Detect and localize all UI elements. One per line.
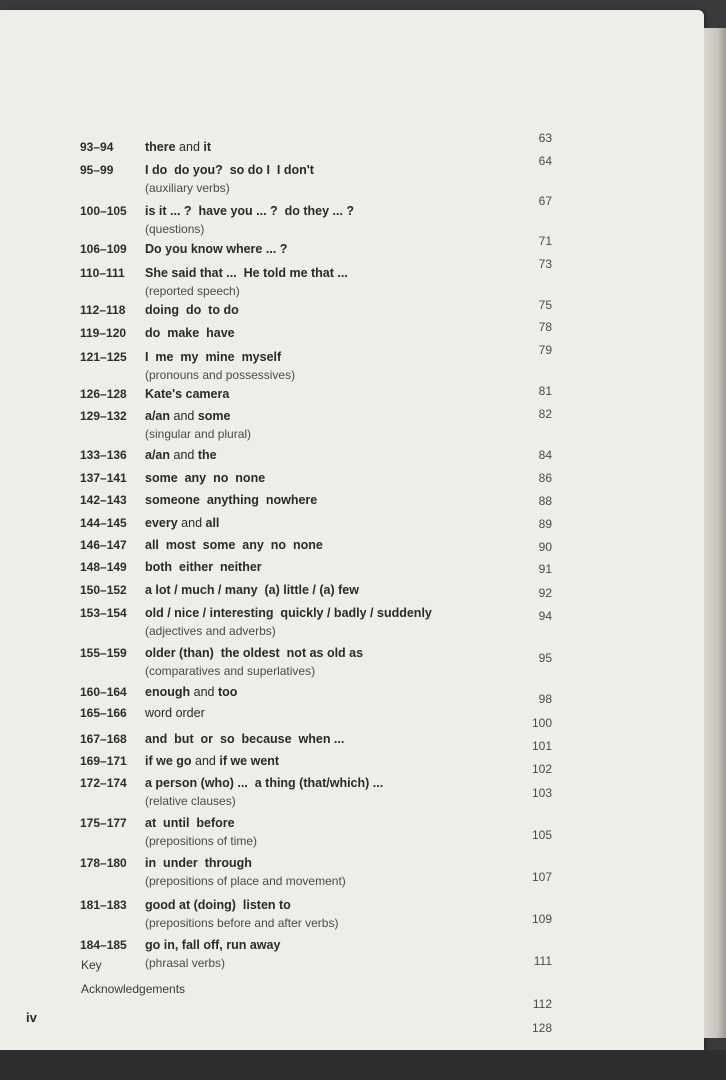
topic-title: every and all [145,516,220,530]
unit-range: 175–177 [80,816,127,830]
topic-title: go in, fall off, run away (phrasal verbs) [145,938,535,971]
page-number: 71 [538,234,552,248]
topic-title: enough and too [145,685,238,699]
topic-title: word order [145,706,205,720]
topic-title: in under through (prepositions of place and movement) [145,856,535,889]
unit-range: 126–128 [80,387,127,401]
topic-title: all most some any no none [145,538,323,552]
page-number: 73 [538,257,552,271]
unit-range: 167–168 [80,732,127,746]
book-page [0,10,704,1050]
unit-range: 129–132 [80,409,127,423]
page-number: 112 [532,997,552,1011]
topic-title: someone anything nowhere [145,493,318,507]
topic-title: a lot / much / many (a) little / (a) few [145,583,359,597]
topic-subtitle: (pronouns and possessives) [145,368,296,382]
page-number: 102 [531,762,552,776]
topic-title: if we go and if we went [145,754,280,768]
unit-range: 160–164 [80,685,127,699]
unit-range: 150–152 [80,583,127,597]
unit-range: 133–136 [80,448,127,462]
page-number: 86 [538,471,552,485]
topic-subtitle: (comparatives and superlatives) [145,664,316,678]
page-number: 107 [531,870,552,884]
page-number: 78 [538,320,552,334]
page-number: 98 [538,692,552,706]
topic-subtitle: (auxiliary verbs) [145,181,230,195]
page-number: 64 [538,154,552,168]
unit-range: 137–141 [80,471,127,485]
topic-title: a person (who) ... a thing (that/which) ... (relative clauses) [145,776,535,809]
unit-range: 142–143 [80,493,127,507]
topic-title: I me my mine myself (pronouns and possessives) [145,350,535,383]
topic-subtitle: (relative clauses) [145,794,236,808]
unit-range: 144–145 [80,516,127,530]
page-number: 109 [531,912,552,926]
topic-subtitle: (phrasal verbs) [145,956,226,970]
page-number: 105 [531,828,552,842]
topic-subtitle: (adjectives and adverbs) [145,624,276,638]
topic-title: old / nice / interesting quickly / badly / suddenly (adjectives and adverbs) [145,606,535,639]
page-number: 91 [538,562,552,576]
unit-range: 146–147 [80,538,127,552]
page-number: 79 [538,343,552,357]
unit-range: 106–109 [80,242,127,256]
topic-title: do make have [145,326,235,340]
topic-title: both either neither [145,560,262,574]
unit-range: 148–149 [80,560,127,574]
page-number: 90 [538,540,552,554]
topic-title: some any no none [145,471,266,485]
page-number: 128 [531,1021,552,1035]
unit-range: 155–159 [80,646,127,660]
page-number: 89 [538,517,552,531]
page-number: 94 [538,609,552,623]
key-entry: Key [81,958,102,972]
page-number: 88 [538,494,552,508]
page-number: 111 [533,954,552,968]
unit-range: 169–171 [80,754,127,768]
unit-range: 119–120 [80,326,127,340]
unit-range: 112–118 [80,303,126,317]
topic-title: doing do to do [145,303,239,317]
unit-range: 121–125 [80,350,127,364]
page-folio: iv [26,1010,37,1025]
unit-range: 153–154 [80,606,127,620]
page-number: 75 [538,298,552,312]
topic-title: good at (doing) listen to (prepositions before and after verbs) [145,898,535,931]
topic-subtitle: (prepositions before and after verbs) [145,916,339,930]
topic-title: at until before (prepositions of time) [145,816,535,849]
page-number: 82 [538,407,552,421]
topic-subtitle: (questions) [145,222,205,236]
unit-range: 165–166 [80,706,127,720]
page-number: 67 [538,194,552,208]
topic-title: a/an and some (singular and plural) [145,409,535,442]
unit-range: 93–94 [80,140,114,154]
unit-range: 181–183 [80,898,127,912]
page-number: 84 [538,448,552,462]
topic-title: a/an and the [145,448,217,462]
topic-title: Kate's camera [145,387,230,401]
unit-range: 100–105 [80,204,127,218]
unit-range: 172–174 [80,776,127,790]
page-stack-edge [704,28,726,1038]
page-number: 92 [538,586,552,600]
page-number: 95 [538,651,552,665]
topic-title: I do do you? so do I I don't (auxiliary verbs) [145,163,535,196]
topic-title: is it ... ? have you ... ? do they ... ? (questions) [145,204,535,237]
topic-subtitle: (prepositions of time) [145,834,258,848]
topic-subtitle: (prepositions of place and movement) [145,874,346,888]
page-number: 101 [531,739,552,753]
page-number: 81 [538,384,552,398]
topic-title: there and it [145,140,212,154]
topic-title: older (than) the oldest not as old as (comparatives and superlatives) [145,646,535,679]
unit-range: 110–111 [80,266,125,280]
background-shadow [0,1050,726,1080]
topic-title: She said that ... He told me that ... (reported speech) [145,266,535,299]
page-number: 103 [531,786,552,800]
page-number: 63 [538,131,552,145]
unit-range: 95–99 [80,163,114,177]
unit-range: 184–185 [80,938,127,952]
topic-title: and but or so because when ... [145,732,345,746]
page-number: 100 [531,716,552,730]
topic-subtitle: (reported speech) [145,284,240,298]
topic-subtitle: (singular and plural) [145,427,252,441]
unit-range: 178–180 [80,856,127,870]
acknowledgements-entry: Acknowledgements [81,982,186,996]
topic-title: Do you know where ... ? [145,242,288,256]
